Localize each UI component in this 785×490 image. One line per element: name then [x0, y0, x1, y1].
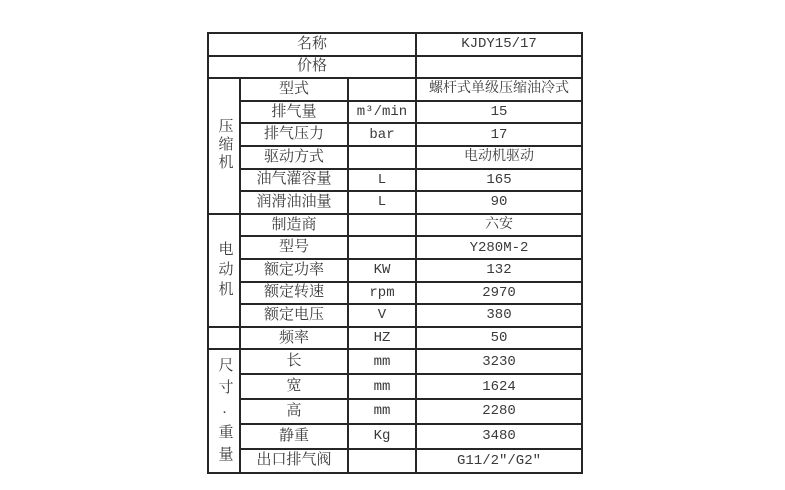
group-label-dimensions-weight: 尺寸.重量: [216, 357, 233, 469]
value-cell: 3230: [416, 349, 582, 374]
value-cell: 2280: [416, 399, 582, 424]
spec-table: [207, 32, 583, 474]
table-row: [208, 236, 582, 259]
value-cell: G11/2″/G2″: [416, 449, 582, 474]
value-cell: 1624: [416, 374, 582, 399]
value-cell: 50: [416, 327, 582, 350]
unit-cell: mm: [348, 374, 416, 399]
table-row: [208, 33, 582, 56]
table-row: [208, 259, 582, 282]
unit-cell: [348, 236, 416, 259]
table-row: [208, 214, 582, 237]
value-cell: Y280M-2: [416, 236, 582, 259]
name-label: 名称: [208, 33, 416, 56]
table-row: [208, 449, 582, 474]
value-cell: 15: [416, 101, 582, 124]
param-cell: 出口排气阀: [240, 449, 348, 474]
param-cell: 润滑油油量: [240, 191, 348, 214]
param-cell: 额定功率: [240, 259, 348, 282]
value-cell: 90: [416, 191, 582, 214]
table-row: [208, 327, 582, 350]
table-row: [208, 399, 582, 424]
param-cell: 频率: [240, 327, 348, 350]
unit-cell: [348, 78, 416, 101]
value-cell: 电动机驱动: [416, 146, 582, 169]
param-cell: 排气压力: [240, 123, 348, 146]
table-row: [208, 78, 582, 101]
name-value: KJDY15/17: [416, 33, 582, 56]
group-cell-motor: [208, 214, 240, 327]
price-label: 价格: [208, 56, 416, 79]
table-row: [208, 101, 582, 124]
unit-cell: bar: [348, 123, 416, 146]
param-cell: 油气灌容量: [240, 169, 348, 192]
unit-cell: [348, 449, 416, 474]
unit-cell: KW: [348, 259, 416, 282]
param-cell: 长: [240, 349, 348, 374]
param-cell: 额定电压: [240, 304, 348, 327]
unit-cell: rpm: [348, 282, 416, 305]
value-cell: 165: [416, 169, 582, 192]
param-cell: 额定转速: [240, 282, 348, 305]
table-row: [208, 56, 582, 79]
table-row: [208, 282, 582, 305]
value-cell: 380: [416, 304, 582, 327]
unit-cell: [348, 214, 416, 237]
value-cell: 2970: [416, 282, 582, 305]
group-cell-dimensions-weight: [208, 349, 240, 473]
unit-cell: HZ: [348, 327, 416, 350]
value-cell: 六安: [416, 214, 582, 237]
param-cell: 型号: [240, 236, 348, 259]
value-cell: 132: [416, 259, 582, 282]
table-row: [208, 424, 582, 449]
price-value: [416, 56, 582, 79]
param-cell: 驱动方式: [240, 146, 348, 169]
group-cell-empty: [208, 327, 240, 350]
value-cell: 3480: [416, 424, 582, 449]
table-row: [208, 191, 582, 214]
param-cell: 静重: [240, 424, 348, 449]
table-row: [208, 349, 582, 374]
unit-cell: mm: [348, 399, 416, 424]
group-label-compressor: 压缩机: [216, 118, 233, 173]
param-cell: 高: [240, 399, 348, 424]
table-row: [208, 374, 582, 399]
unit-cell: L: [348, 169, 416, 192]
table-row: [208, 123, 582, 146]
param-cell: 排气量: [240, 101, 348, 124]
unit-cell: [348, 146, 416, 169]
group-cell-compressor: [208, 78, 240, 214]
unit-cell: L: [348, 191, 416, 214]
table-row: [208, 304, 582, 327]
unit-cell: Kg: [348, 424, 416, 449]
param-cell: 型式: [240, 78, 348, 101]
value-cell: 螺杆式单级压缩油冷式: [416, 78, 582, 101]
value-cell: 17: [416, 123, 582, 146]
param-cell: 制造商: [240, 214, 348, 237]
unit-cell: mm: [348, 349, 416, 374]
unit-cell: V: [348, 304, 416, 327]
unit-cell: m³/min: [348, 101, 416, 124]
group-label-motor: 电动机: [216, 240, 233, 301]
param-cell: 宽: [240, 374, 348, 399]
table-row: [208, 146, 582, 169]
table-row: [208, 169, 582, 192]
